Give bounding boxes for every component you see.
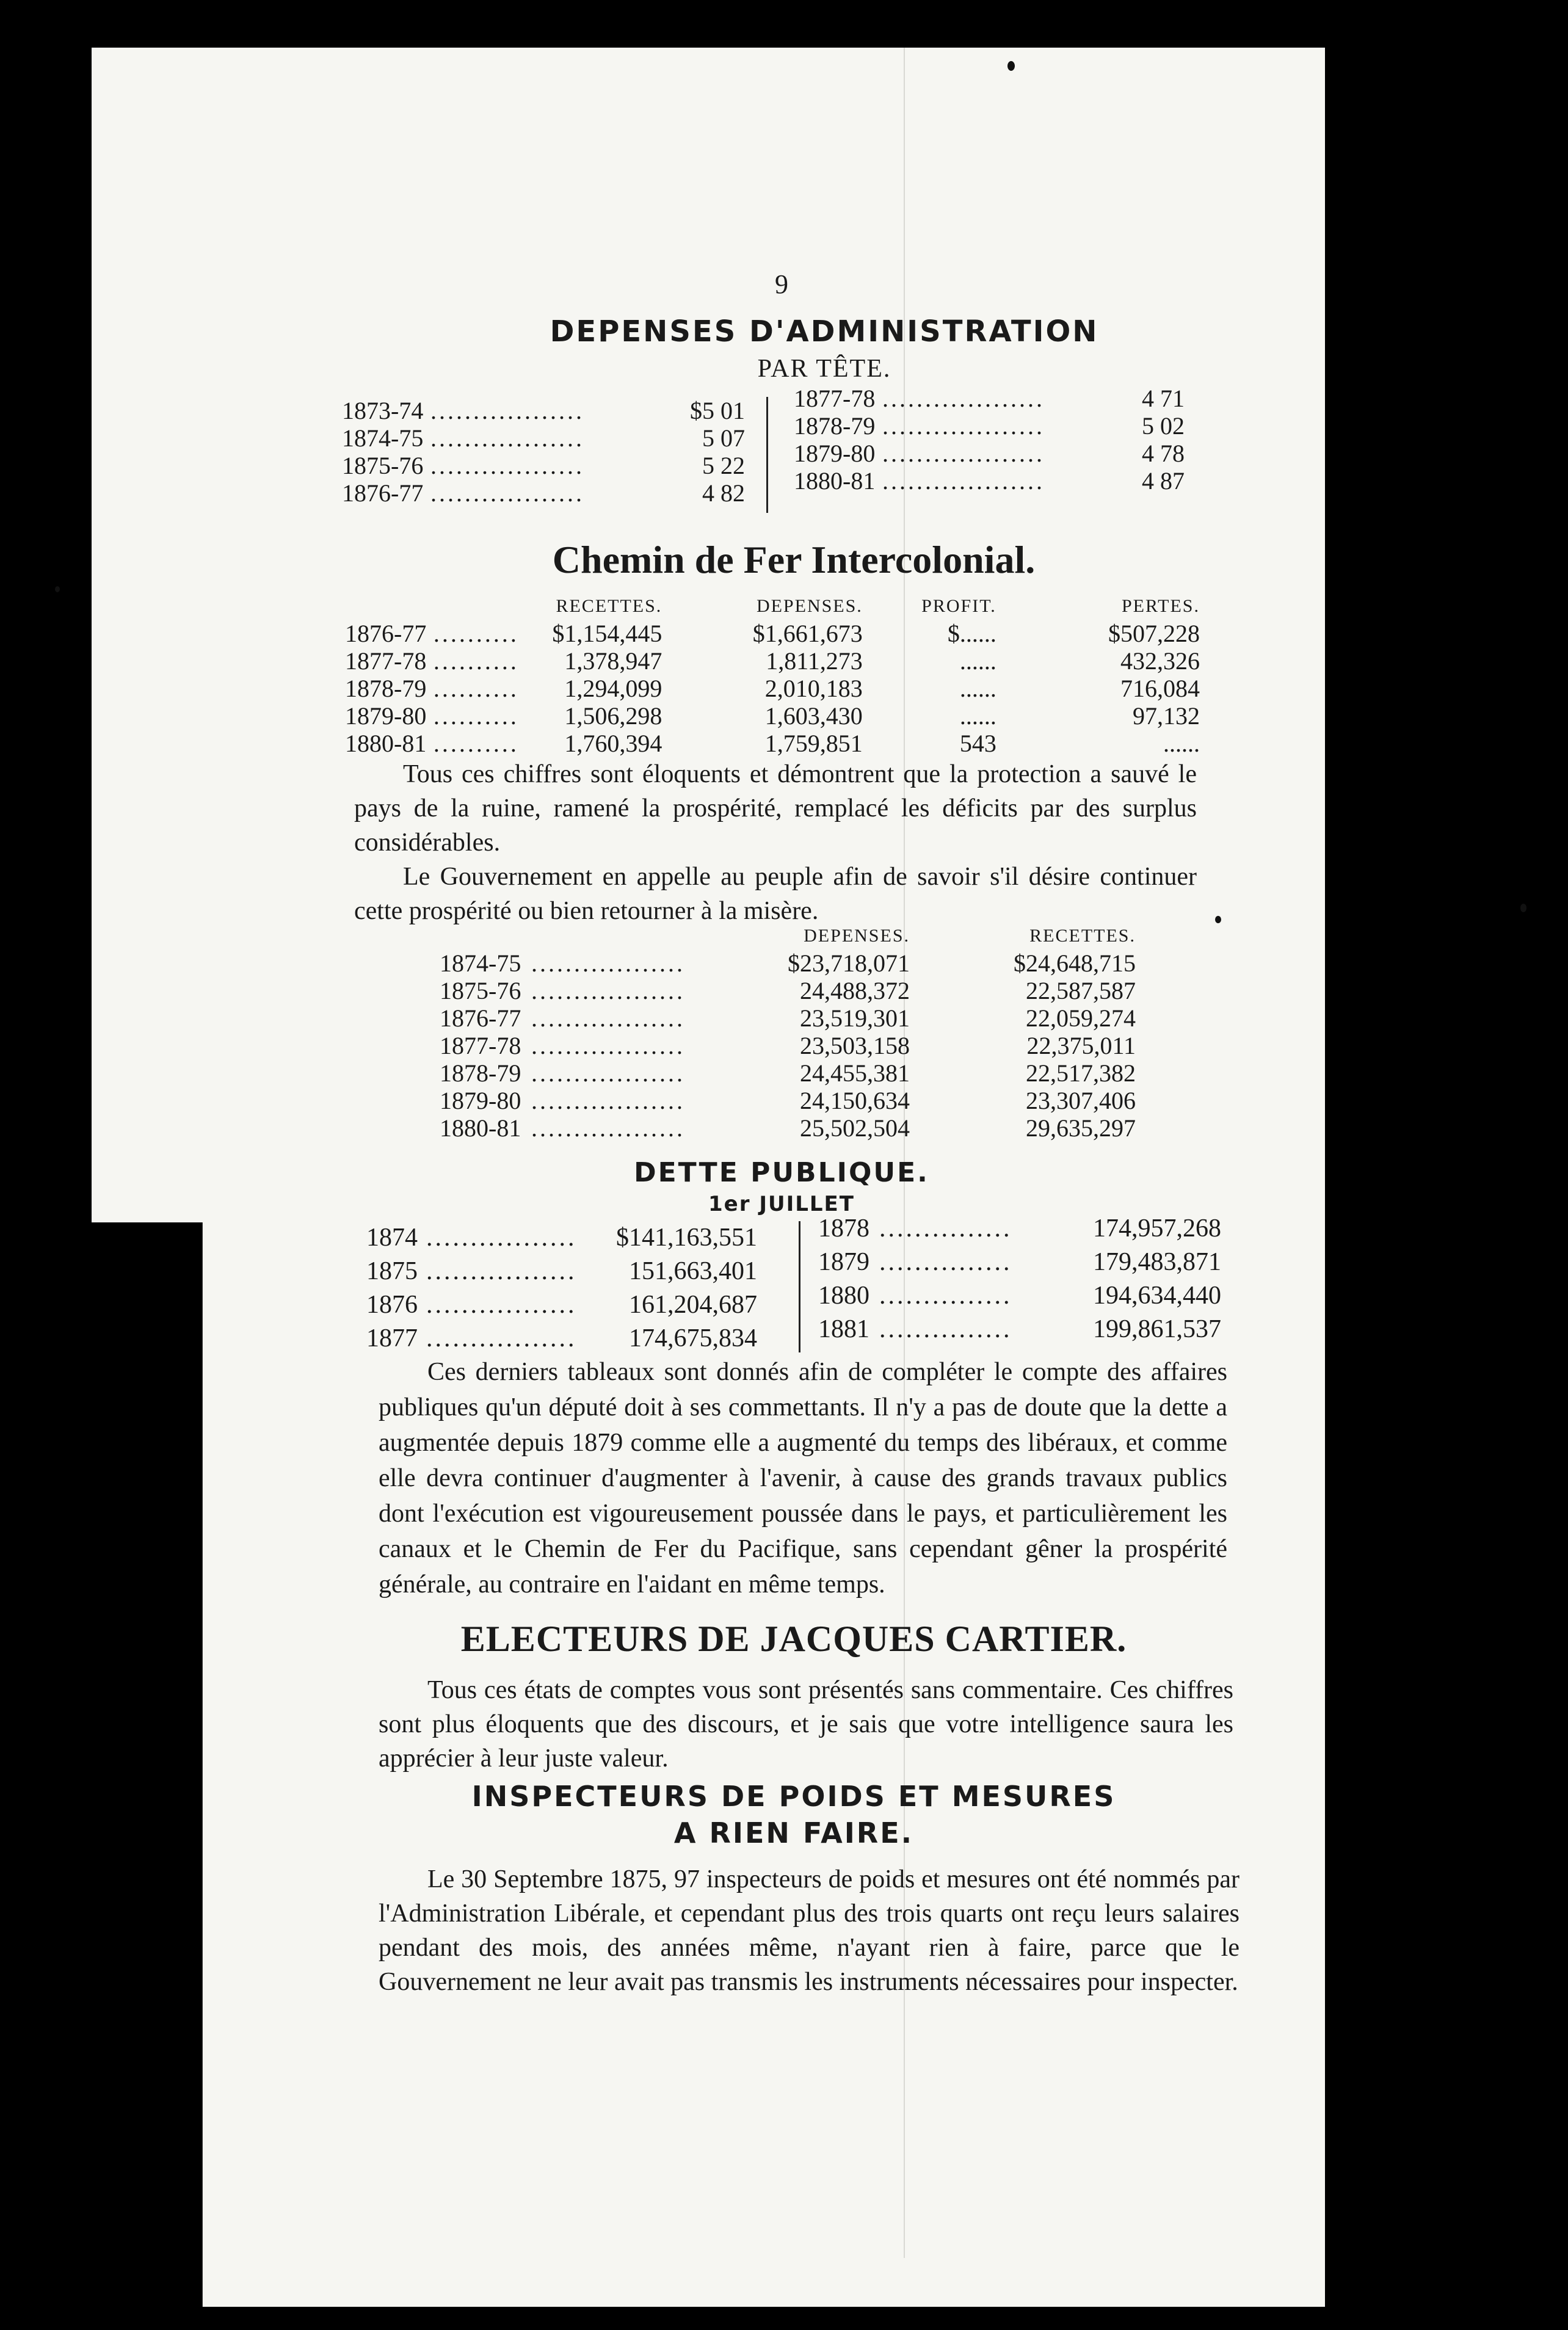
leader-dots: .................. [430,479,584,507]
column-header: PERTES. [1121,596,1200,616]
inspecteurs-paragraph: Le 30 Septembre 1875, 97 inspecteurs de poids et mesures ont été nommés par l'Administration Libérale, et cependant plus des trois quarts ont reçu leurs salaires pendant des mois, des années même, n'ayant rien à faire, parce que le Gouvernement ne leur avait pas transmis les instruments nécessaires pour inspecter. [379,1865,1240,1996]
year-cell: 1880-81 [345,730,427,757]
year-cell: 1878-79 [345,675,427,702]
pertes-cell: 716,084 [1120,675,1200,702]
column-header: DEPENSES. [756,596,863,616]
scan-speck [1215,916,1221,923]
recettes-cell: 29,635,297 [1026,1114,1136,1142]
admin-subtitle: PAR TÊTE. [757,355,891,383]
year-cell: 1873-74 [342,397,424,424]
column-header: PROFIT. [921,596,996,616]
profit-cell: 543 [959,730,996,757]
year-cell: 1877 [366,1324,418,1352]
dette-subtitle: 1er JUILLET [708,1192,855,1216]
year-cell: 1880 [818,1282,869,1310]
depenses-cell: 24,150,634 [800,1087,910,1114]
value-cell: 4 71 [1142,385,1185,412]
year-cell: 1879-80 [345,702,427,730]
value-cell: 174,675,834 [629,1324,757,1352]
table-row [794,412,1185,440]
column-header: RECETTES. [1029,926,1136,946]
pertes-cell: $507,228 [1108,620,1200,647]
leader-dots: .................. [531,949,685,977]
table-header-row [345,592,1200,620]
table-row [345,702,1200,730]
year-cell: 1880-81 [794,467,876,495]
value-cell: 151,663,401 [629,1257,757,1285]
table-row [345,620,1200,647]
leader-dots: .................. [531,1114,685,1142]
value-cell: 4 87 [1142,467,1185,495]
value-cell: 4 78 [1142,440,1185,467]
table-row [440,1114,1136,1142]
value-cell: 199,861,537 [1093,1315,1221,1343]
table-row [440,1004,1136,1032]
depenses-cell: 2,010,183 [764,675,863,702]
leader-dots: .......... [433,675,519,702]
intercolonial-title: Chemin de Fer Intercolonial. [552,538,1036,581]
depenses-cell: 24,488,372 [800,977,910,1004]
year-cell: 1877-78 [440,1032,521,1059]
leader-dots: ............... [879,1214,1012,1243]
table-row [440,949,1136,977]
value-cell: $141,163,551 [616,1224,757,1252]
admin-title: DEPENSES D'ADMINISTRATION [550,314,1099,349]
profit-cell: ...... [959,647,996,675]
recettes-cell: 23,307,406 [1026,1087,1136,1114]
value-cell: 174,957,268 [1093,1214,1221,1243]
electeurs-title: ELECTEURS DE JACQUES CARTIER. [460,1619,1127,1659]
leader-dots: ................. [426,1257,577,1285]
year-cell: 1879-80 [440,1087,521,1114]
year-cell: 1878-79 [794,412,876,440]
table-row [818,1212,1221,1246]
table-row [342,424,745,452]
column-header: RECETTES. [556,596,662,616]
leader-dots: ................. [426,1224,577,1252]
year-cell: 1881 [818,1315,869,1343]
leader-dots: ............... [879,1248,1012,1276]
table-row [440,1087,1136,1114]
profit-cell: ...... [959,702,996,730]
recettes-cell: 22,059,274 [1026,1004,1136,1032]
table-row [345,730,1200,757]
pertes-cell: 97,132 [1133,702,1200,730]
leader-dots: ................. [426,1324,577,1352]
column-divider [799,1221,800,1352]
table-header-row [440,922,1136,949]
table-row [818,1279,1221,1313]
recettes-cell: 22,375,011 [1026,1032,1136,1059]
recettes-cell: 1,760,394 [564,730,662,757]
value-cell: 5 07 [702,424,745,452]
leader-dots: ................. [426,1291,577,1319]
value-cell: 161,204,687 [629,1291,757,1319]
recettes-cell: 22,517,382 [1026,1059,1136,1087]
recettes-cell: $24,648,715 [1014,949,1136,977]
year-cell: 1876 [366,1291,418,1319]
leader-dots: .................. [430,452,584,479]
dette-table-left [366,1221,757,1356]
depenses-cell: 1,603,430 [764,702,863,730]
value-cell: 194,634,440 [1093,1282,1221,1310]
year-cell: 1874-75 [342,424,424,452]
recettes-cell: 22,587,587 [1026,977,1136,1004]
page-number: 9 [775,269,788,299]
year-cell: 1874 [366,1224,418,1252]
depenses-cell: 1,759,851 [764,730,863,757]
year-cell: 1876-77 [342,479,424,507]
value-cell: 4 82 [702,479,745,507]
electeurs-paragraph: Tous ces états de comptes vous sont présentés sans commentaire. Ces chiffres sont plus éloquents que des discours, et je sais que votre intelligence saura les apprécier à leur juste valeur. [379,1676,1233,1773]
year-cell: 1874-75 [440,949,521,977]
scan-speck [1520,904,1526,912]
inspecteurs-title-line1: INSPECTEURS DE POIDS ET MESURES [471,1780,1116,1813]
leader-dots: .......... [433,702,519,730]
leader-dots: ................... [882,440,1045,467]
table-row [794,440,1185,467]
pertes-cell: ...... [1163,730,1200,757]
leader-dots: ................... [882,412,1045,440]
leader-dots: .................. [531,977,685,1004]
year-cell: 1875-76 [342,452,424,479]
year-cell: 1879 [818,1248,869,1276]
depenses-cell: 23,519,301 [800,1004,910,1032]
profit-cell: ...... [959,675,996,702]
admin-table-right [794,385,1185,495]
paragraph-gouvernement: Le Gouvernement en appelle au peuple afin de savoir s'il désire continuer cette prospérité ou bien retourner à la misère. [354,863,1197,925]
table-row [366,1322,757,1356]
recettes-cell: 1,294,099 [564,675,662,702]
leader-dots: ................... [882,385,1045,412]
inspecteurs-title-line2: A RIEN FAIRE. [673,1816,914,1849]
table-row [440,977,1136,1004]
depenses-cell: 24,455,381 [800,1059,910,1087]
table-row [440,1059,1136,1087]
table-row [342,452,745,479]
depenses-cell: $1,661,673 [752,620,863,647]
leader-dots: .................. [531,1087,685,1114]
value-cell: $5 01 [690,397,745,424]
recettes-cell: $1,154,445 [552,620,662,647]
table-row [818,1313,1221,1346]
depenses-cell: 1,811,273 [766,647,863,675]
depenses-cell: 25,502,504 [800,1114,910,1142]
table-row [345,647,1200,675]
leader-dots: .................. [430,424,584,452]
year-cell: 1879-80 [794,440,876,467]
leader-dots: .................. [430,397,584,424]
dette-table-right [818,1212,1221,1346]
leader-dots: .................. [531,1059,685,1087]
table-row [794,467,1185,495]
column-header: DEPENSES. [804,926,910,946]
year-cell: 1876-77 [345,620,427,647]
leader-dots: .......... [433,730,519,757]
recettes-cell: 1,506,298 [564,702,662,730]
table-row [366,1288,757,1322]
year-cell: 1875 [366,1257,418,1285]
leader-dots: .................. [531,1032,685,1059]
paragraph-dette: Ces derniers tableaux sont donnés afin de compléter le compte des affaires publiques qu'un député doit à ses commettants. Il n'y a pas de doute que la dette a augmentée depuis 1879 comme elle a augmenté du temps des libéraux, et comme elle devra continuer d'augmenter à l'avenir, à cause des grands travaux publics dont l'exécution est vigoureusement poussée dans le pays, et particulièrement les canaux et le Chemin de Fer du Pacifique, sans cependant gêner la prospérité générale, au contraire en l'aidant en même temps. [379,1358,1227,1599]
year-cell: 1876-77 [440,1004,521,1032]
table-row [342,397,745,424]
leader-dots: ............... [879,1315,1012,1343]
table-row [345,675,1200,702]
recettes-cell: 1,378,947 [564,647,662,675]
table-row [342,479,745,507]
intercolonial-table [345,592,1200,757]
leader-dots: .................. [531,1004,685,1032]
table-row [440,1032,1136,1059]
leader-dots: .......... [433,620,519,647]
leader-dots: ................... [882,467,1045,495]
year-cell: 1875-76 [440,977,521,1004]
table-row [818,1246,1221,1279]
table-row [366,1255,757,1288]
depenses-cell: $23,718,071 [788,949,910,977]
paragraph-protection: Tous ces chiffres sont éloquents et démontrent que la protection a sauvé le pays de la ruine, ramené la prospérité, remplacé les déficits par des surplus considérables. [354,760,1197,857]
year-cell: 1878-79 [440,1059,521,1087]
table-row [794,385,1185,412]
profit-cell: $...... [947,620,996,647]
scan-speck [55,586,60,592]
dette-title: DETTE PUBLIQUE. [634,1157,929,1188]
column-divider [766,397,768,513]
leader-dots: ............... [879,1282,1012,1310]
depenses-cell: 23,503,158 [800,1032,910,1059]
table-row [366,1221,757,1255]
year-cell: 1877-78 [794,385,876,412]
year-cell: 1877-78 [345,647,427,675]
value-cell: 5 22 [702,452,745,479]
scan-speck [1007,61,1015,71]
general-table [440,922,1136,1142]
pertes-cell: 432,326 [1120,647,1200,675]
leader-dots: .......... [433,647,519,675]
value-cell: 5 02 [1142,412,1185,440]
value-cell: 179,483,871 [1093,1248,1221,1276]
year-cell: 1878 [818,1214,869,1243]
year-cell: 1880-81 [440,1114,521,1142]
admin-table-left [342,397,745,507]
